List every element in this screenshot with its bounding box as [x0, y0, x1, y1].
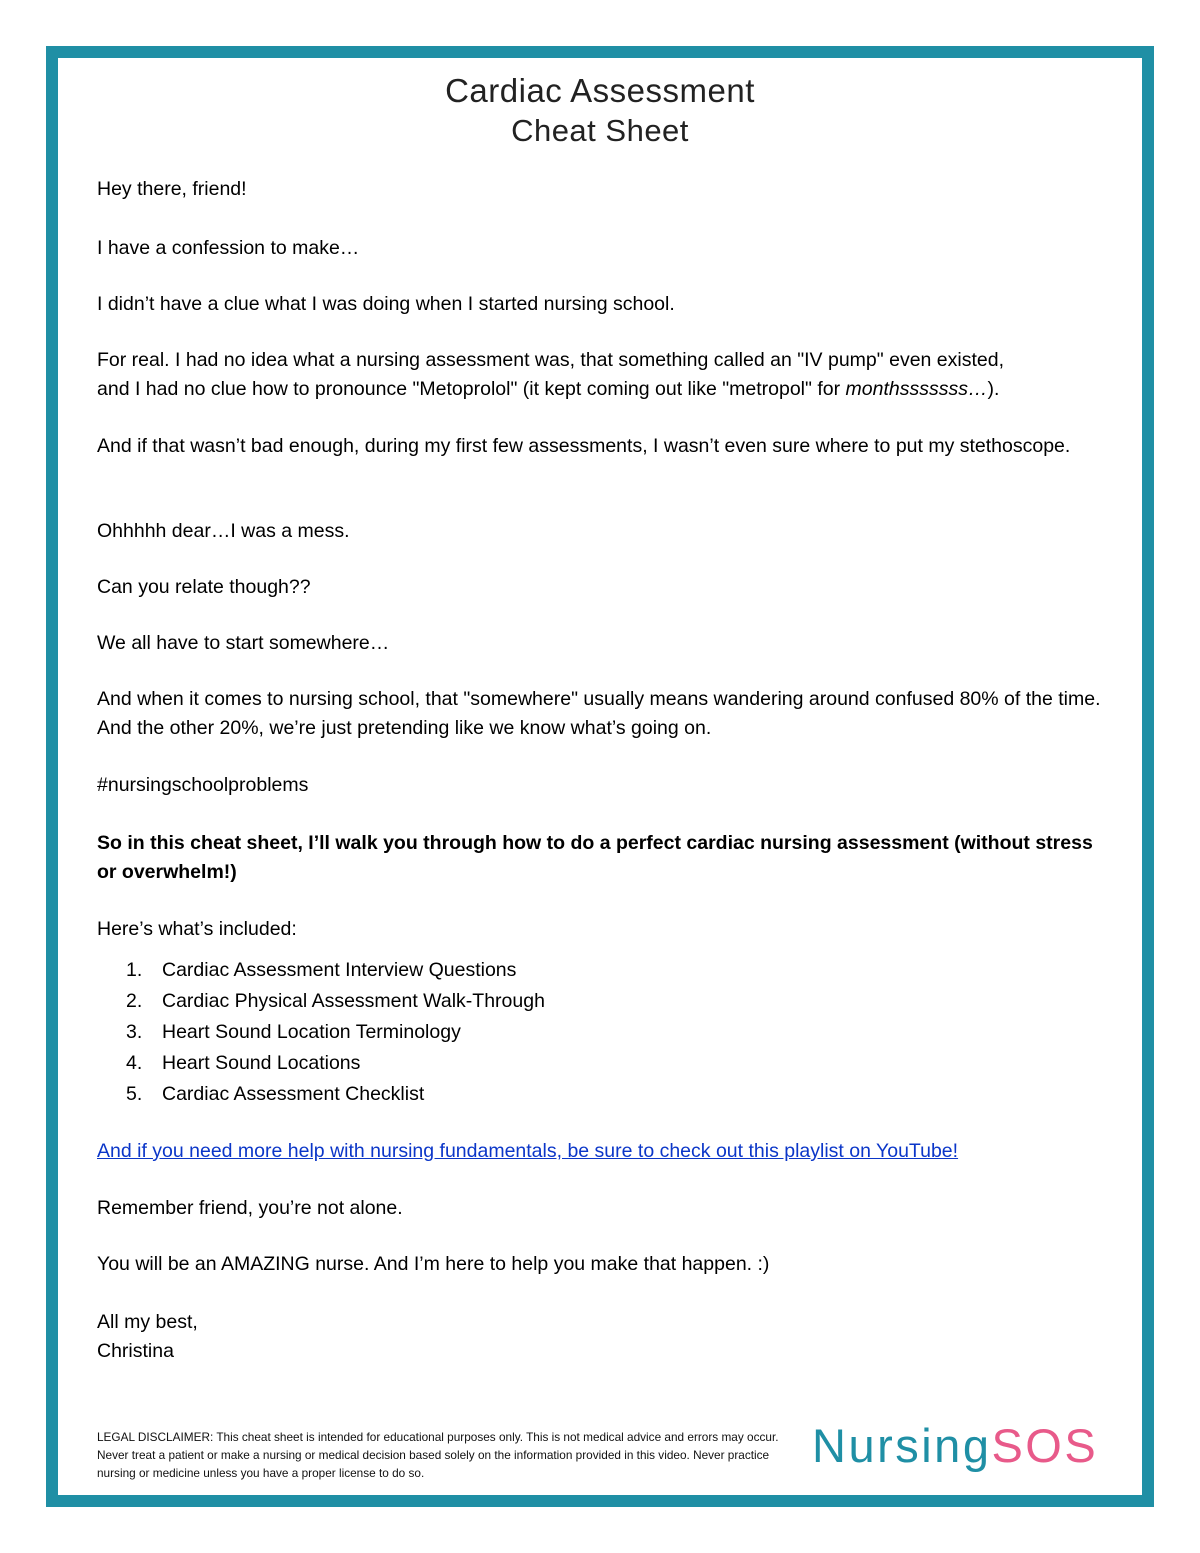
hashtag-line: #nursingschoolproblems	[97, 774, 309, 796]
mess-line: Ohhhhh dear…I was a mess.	[97, 520, 350, 542]
signoff-block	[97, 1308, 1117, 1366]
greeting: Hey there, friend!	[97, 178, 247, 200]
list-text: Cardiac Physical Assessment Walk-Through	[162, 990, 545, 1012]
confession-line: I have a confession to make…	[97, 237, 360, 259]
wandering-paragraph: And when it comes to nursing school, that "somewhere" usually means wandering around confused 80% of the time. And the other 20%, we’re just pretending like we know what’s going on.	[97, 688, 1101, 739]
page-title: Cardiac Assessment	[445, 72, 755, 109]
bad-enough-paragraph: And if that wasn’t bad enough, during my first few assessments, I wasn’t even sure where to put my stethoscope.	[97, 435, 1071, 457]
page-subtitle: Cheat Sheet	[511, 113, 689, 148]
list-text: Cardiac Assessment Interview Questions	[162, 959, 517, 981]
start-line: We all have to start somewhere…	[97, 632, 390, 654]
for-real-paragraph	[97, 346, 1117, 404]
included-heading: Here’s what’s included:	[97, 918, 297, 940]
included-list	[126, 956, 545, 1111]
cheat-sheet-intro: So in this cheat sheet, I’ll walk you through how to do a perfect cardiac nursing assessment (without stress or overwhelm!)	[97, 832, 1093, 883]
list-text: Heart Sound Location Terminology	[162, 1021, 461, 1043]
author-name: Christina	[97, 1340, 174, 1362]
list-text: Cardiac Assessment Checklist	[162, 1083, 425, 1105]
list-item	[126, 1080, 545, 1111]
amazing-line: You will be an AMAZING nurse. And I’m here to help you make that happen. :)	[97, 1253, 770, 1275]
list-number: 5.	[126, 1083, 143, 1105]
logo-nursing: Nursing	[812, 1419, 992, 1472]
for-real-line-2-end: ).	[987, 378, 1000, 400]
months-emphasis: monthsssssss…	[845, 378, 988, 400]
list-item	[126, 1018, 545, 1049]
youtube-paragraph	[97, 1137, 1117, 1166]
relate-line: Can you relate though??	[97, 576, 311, 598]
list-item	[126, 987, 545, 1018]
signoff: All my best,	[97, 1311, 198, 1333]
list-text: Heart Sound Locations	[162, 1052, 361, 1074]
youtube-playlist-link[interactable]: And if you need more help with nursing fundamentals, be sure to check out this playlist on YouTube!	[97, 1140, 959, 1162]
list-item	[126, 956, 545, 987]
list-number: 4.	[126, 1052, 143, 1074]
clue-line: I didn’t have a clue what I was doing when I started nursing school.	[97, 293, 675, 315]
logo-sos: SOS	[991, 1419, 1099, 1472]
legal-disclaimer: LEGAL DISCLAIMER: This cheat sheet is intended for educational purposes only. This is not medical advice and errors may occur. Never treat a patient or make a nursing or medical decision based solely on the information provided in this video. Never practice nursing or medicine unless you have a proper license to do so.	[97, 1430, 779, 1480]
for-real-line-2: and I had no clue how to pronounce "Metoprolol" (it kept coming out like "metropol" for	[97, 378, 846, 400]
for-real-line-1: For real. I had no idea what a nursing assessment was, that something called an "IV pump" even existed,	[97, 349, 1005, 371]
not-alone-line: Remember friend, you’re not alone.	[97, 1197, 403, 1219]
nursingsos-logo	[812, 1416, 1098, 1476]
list-number: 1.	[126, 959, 143, 981]
list-item	[126, 1049, 545, 1080]
list-number: 3.	[126, 1021, 143, 1043]
list-number: 2.	[126, 990, 143, 1012]
